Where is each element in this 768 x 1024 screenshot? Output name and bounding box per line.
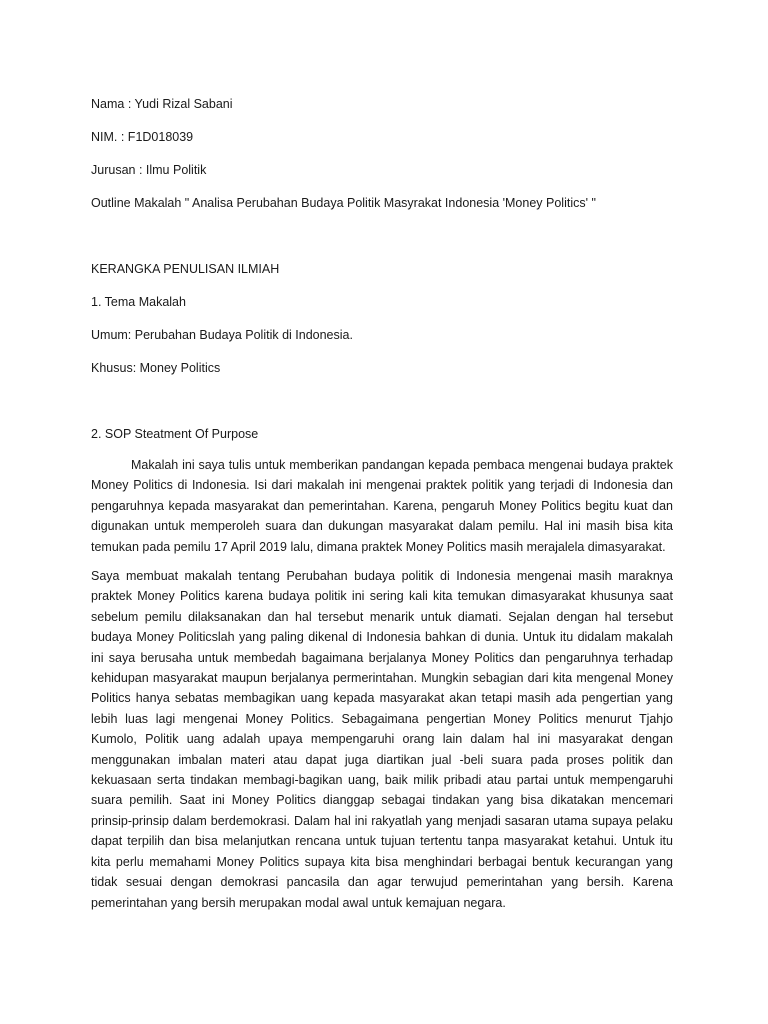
student-major: Jurusan : Ilmu Politik [91, 163, 207, 177]
student-name: Nama : Yudi Rizal Sabani [91, 97, 233, 111]
section-heading: KERANGKA PENULISAN ILMIAH [91, 262, 280, 276]
student-nim: NIM. : F1D018039 [91, 130, 194, 144]
outline-title: Outline Makalah " Analisa Perubahan Budaya Politik Masyrakat Indonesia 'Money Politics' " [91, 196, 596, 210]
sop-paragraph-2: Saya membuat makalah tentang Perubahan budaya politik di Indonesia mengenai masih maraknya praktek Money Politics karena budaya politik ini sering kali kita temukan dimasyarakat khusunya saat sebelum pemilu dilaksanakan dan hal tersebut menarik untuk diamati. Sejalan dengan hal tersebut budaya Money Politicslah yang paling dikenal di Indonesia bahkan di dunia. Untuk itu didalam makalah ini saya berusaha untuk membedah bagaimana berjalanya Money Politics dan pengaruhnya terhadap kehidupan masyarakat maupun berjalanya permerintahan. Mungkin sebagian dari kita mengenal Money Politics hanya sebatas membagikan uang kepada masyarakat akan tetapi masih ada pengertian yang lebih luas lagi mengenai Money Politics. Sebagaimana pengertian Money Politics menurut Tjahjo Kumolo, Politik uang adalah upaya mempengaruhi orang lain dalam hal ini masyarakat dengan menggunakan imbalan materi atau dapat juga diartikan jual -beli suara pada proses politik dan kekuasaan serta tindakan membagi-bagikan uang, baik milik pribadi atau partai untuk mempengaruhi suara pemilih. Saat ini Money Politics dianggap sebagai tindakan yang bisa dikatakan mencemari prinsip-prinsip dalam berdemokrasi. Dalam hal ini rakyatlah yang menjadi sasaran utama supaya pelaku dapat terpilih dan bisa melanjutkan rencana untuk tujuan tertentu tanpa masyarakat ketahui. Untuk itu kita perlu memahami Money Politics supaya kita bisa menghindari berbagai bentuk kecurangan yang tidak sesuai dengan demokrasi pancasila dan agar terwujud pemerintahan yang bersih. Karena pemerintahan yang bersih merupakan modal awal untuk kemajuan negara. [91, 569, 673, 910]
sop-paragraph-2-block [91, 566, 673, 913]
sop-paragraph-1: Makalah ini saya tulis untuk memberikan pandangan kepada pembaca mengenai budaya praktek Money Politics di Indonesia. Isi dari makalah ini mengenai praktek politik yang terjadi di Indonesia dan pengaruhnya kepada masyarakat dan pemerintahan. Karena, pengaruh Money Politics begitu kuat dan digunakan untuk memperoleh suara dan dukungan masyarakat dalam pemilu. Hal ini masih bisa kita temukan pada pemilu 17 April 2019 lalu, dimana praktek Money Politics masih merajalela dimasyarakat. [91, 458, 673, 554]
sop-heading: 2. SOP Steatment Of Purpose [91, 427, 259, 441]
tema-heading: 1. Tema Makalah [91, 295, 186, 309]
tema-umum: Umum: Perubahan Budaya Politik di Indonesia. [91, 328, 353, 342]
sop-paragraph-1-block [91, 455, 673, 557]
tema-khusus: Khusus: Money Politics [91, 361, 221, 375]
